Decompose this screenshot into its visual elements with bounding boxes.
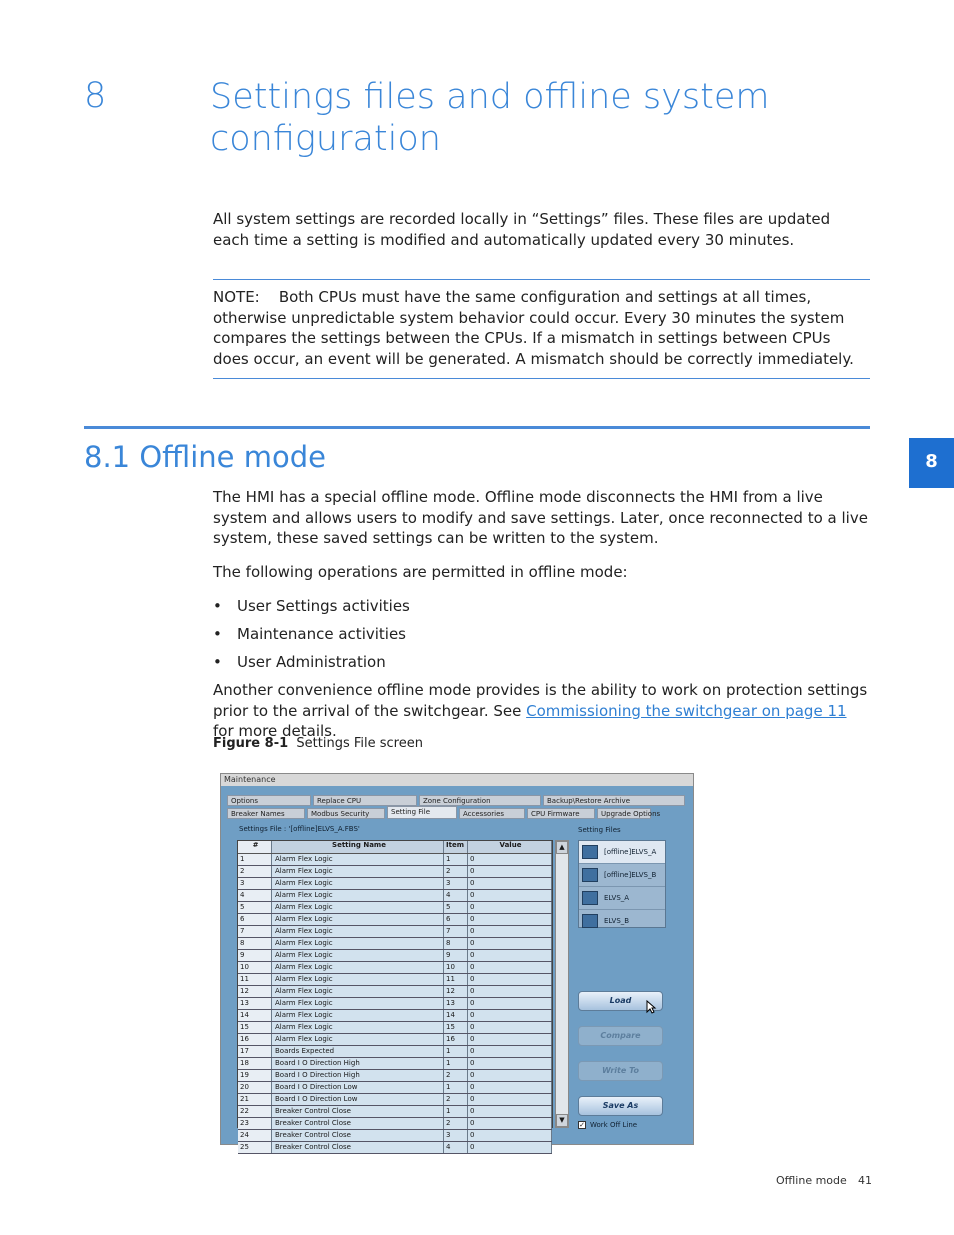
table-cell: 6 [238, 914, 272, 925]
grid-body [238, 854, 552, 1154]
table-cell: 1 [444, 854, 468, 865]
table-cell: 0 [468, 1046, 552, 1057]
table-cell: Alarm Flex Logic [272, 1010, 444, 1021]
tab-breaker-names[interactable]: Breaker Names [227, 808, 305, 819]
table-cell: 0 [468, 1034, 552, 1045]
grid-header [238, 841, 552, 854]
table-cell: 0 [468, 1082, 552, 1093]
file-item[interactable]: [offline]ELVS_A [579, 841, 665, 864]
table-row[interactable] [238, 1130, 552, 1142]
table-cell: 0 [468, 914, 552, 925]
table-cell: 4 [238, 890, 272, 901]
table-cell: Alarm Flex Logic [272, 902, 444, 913]
window-title: Maintenance [221, 774, 693, 786]
table-cell: Breaker Control Close [272, 1118, 444, 1129]
note-text: Both CPUs must have the same configuration and settings at all times, otherwise unpredictable system behavior could occur. Every 30 minutes the system compares the settings between the CPUs. If a mismatch in settings between CPUs does occur, an event will be generated. A mismatch should be correctly immediately. [213, 288, 854, 368]
commissioning-link[interactable]: Commissioning the switchgear on page 11 [526, 701, 847, 720]
table-cell: 3 [444, 1130, 468, 1141]
table-cell: 5 [444, 902, 468, 913]
table-cell: 14 [238, 1010, 272, 1021]
table-cell: 12 [238, 986, 272, 997]
tab-accessories[interactable]: Accessories [459, 808, 525, 819]
table-cell: 1 [444, 1082, 468, 1093]
table-cell: 24 [238, 1130, 272, 1141]
section-paragraph-3: Another convenience offline mode provides is the ability to work on protection settings prior to the arrival of the switchgear. See Commissioning the switchgear on page 11 for more details. [213, 681, 868, 740]
section-title: 8.1 Offline mode [84, 440, 326, 474]
table-cell: 0 [468, 854, 552, 865]
table-cell: 0 [468, 986, 552, 997]
footer-page-number: 41 [858, 1174, 872, 1187]
table-cell: 2 [444, 1118, 468, 1129]
table-cell: 21 [238, 1094, 272, 1105]
table-cell: Board I O Direction High [272, 1058, 444, 1069]
tab-replace-cpu[interactable]: Replace CPU [313, 795, 417, 806]
table-row[interactable] [238, 926, 552, 938]
table-cell: 0 [468, 962, 552, 973]
table-cell: 0 [468, 998, 552, 1009]
table-cell: Alarm Flex Logic [272, 962, 444, 973]
file-icon [582, 891, 598, 905]
table-row[interactable] [238, 1070, 552, 1082]
table-row[interactable] [238, 1094, 552, 1106]
table-cell: 23 [238, 1118, 272, 1129]
table-cell: 15 [444, 1022, 468, 1033]
table-cell: 20 [238, 1082, 272, 1093]
table-cell: 0 [468, 1094, 552, 1105]
table-cell: Alarm Flex Logic [272, 1034, 444, 1045]
table-row[interactable] [238, 1058, 552, 1070]
chapter-number: 8 [84, 76, 107, 116]
table-cell: 0 [468, 1058, 552, 1069]
note-block [213, 287, 870, 369]
table-cell: Alarm Flex Logic [272, 890, 444, 901]
table-cell: 1 [444, 1046, 468, 1057]
table-cell: 2 [444, 866, 468, 877]
save-as-button[interactable]: Save As [578, 1096, 663, 1116]
table-cell: 2 [238, 866, 272, 877]
figure-caption-text: Settings File screen [296, 736, 423, 751]
table-cell: 11 [238, 974, 272, 985]
column-header: Setting Name [272, 841, 444, 853]
table-cell: Alarm Flex Logic [272, 998, 444, 1009]
table-cell: Alarm Flex Logic [272, 866, 444, 877]
table-cell: Alarm Flex Logic [272, 974, 444, 985]
table-cell: 2 [444, 1070, 468, 1081]
table-cell: Board I O Direction Low [272, 1082, 444, 1093]
table-cell: 0 [468, 1022, 552, 1033]
table-row[interactable] [238, 854, 552, 866]
table-cell: 10 [444, 962, 468, 973]
table-row[interactable] [238, 1106, 552, 1118]
table-row[interactable] [238, 866, 552, 878]
table-cell: 16 [238, 1034, 272, 1045]
table-row[interactable] [238, 890, 552, 902]
bullet-item: • Maintenance activities [213, 625, 406, 643]
table-cell: 1 [444, 1058, 468, 1069]
table-cell: 13 [238, 998, 272, 1009]
tab-modbus-security[interactable]: Modbus Security [307, 808, 385, 819]
table-row[interactable] [238, 1034, 552, 1046]
scroll-down-icon[interactable]: ▼ [556, 1114, 568, 1127]
tab-row-2 [227, 808, 661, 819]
table-cell: 4 [444, 890, 468, 901]
table-cell: 25 [238, 1142, 272, 1153]
table-cell: 0 [468, 974, 552, 985]
footer-section: Offline mode [776, 1174, 847, 1187]
table-cell: 3 [238, 878, 272, 889]
work-offline-label: Work Off Line [590, 1121, 638, 1129]
table-row[interactable] [238, 938, 552, 950]
file-item[interactable]: [offline]ELVS_B [579, 864, 665, 887]
table-cell: Alarm Flex Logic [272, 950, 444, 961]
table-cell: 0 [468, 1130, 552, 1141]
table-cell: Alarm Flex Logic [272, 926, 444, 937]
settings-file-label: Settings File : '[offline]ELVS_A.FBS' [239, 825, 360, 833]
table-cell: Breaker Control Close [272, 1142, 444, 1153]
table-row[interactable] [238, 878, 552, 890]
table-cell: 13 [444, 998, 468, 1009]
section-rule [84, 426, 870, 429]
setting-files-list [578, 840, 666, 928]
load-button[interactable]: Load [578, 991, 663, 1011]
table-cell: 4 [444, 1142, 468, 1153]
table-row[interactable] [238, 902, 552, 914]
table-cell: 5 [238, 902, 272, 913]
table-cell: 0 [468, 1118, 552, 1129]
chapter-tab: 8 [909, 438, 954, 488]
table-cell: 1 [238, 854, 272, 865]
table-cell: Alarm Flex Logic [272, 1022, 444, 1033]
table-cell: Alarm Flex Logic [272, 986, 444, 997]
figure-caption [213, 736, 423, 751]
table-cell: 8 [444, 938, 468, 949]
table-cell: 6 [444, 914, 468, 925]
table-cell: 0 [468, 950, 552, 961]
table-cell: 11 [444, 974, 468, 985]
table-cell: 0 [468, 1010, 552, 1021]
table-cell: 0 [468, 926, 552, 937]
table-row[interactable] [238, 962, 552, 974]
mouse-cursor-icon [646, 1000, 656, 1014]
table-cell: 15 [238, 1022, 272, 1033]
table-cell: 3 [444, 878, 468, 889]
work-offline-checkbox[interactable]: ✓ [579, 1121, 585, 1129]
table-cell: Board I O Direction High [272, 1070, 444, 1081]
chapter-title: Settings files and offline system configuration [210, 77, 770, 159]
tab-setting-file[interactable]: Setting File [387, 806, 457, 819]
table-cell: 9 [444, 950, 468, 961]
table-row[interactable] [238, 986, 552, 998]
table-cell: 17 [238, 1046, 272, 1057]
tab-backup-restore-archive[interactable]: Backup\Restore Archive [543, 795, 685, 806]
table-cell: Alarm Flex Logic [272, 854, 444, 865]
table-cell: Breaker Control Close [272, 1106, 444, 1117]
scroll-up-icon[interactable]: ▲ [556, 841, 568, 854]
table-cell: 16 [444, 1034, 468, 1045]
grid-scrollbar[interactable] [555, 840, 569, 1128]
setting-files-label: Setting Files [578, 826, 621, 834]
write-to-button[interactable]: Write To [578, 1061, 663, 1081]
table-cell: 12 [444, 986, 468, 997]
table-cell: 7 [238, 926, 272, 937]
file-item[interactable]: ELVS_B [579, 910, 665, 932]
note-label: NOTE: [213, 288, 260, 306]
table-cell: 14 [444, 1010, 468, 1021]
figure-label: Figure 8-1 [213, 736, 289, 751]
table-cell: 9 [238, 950, 272, 961]
table-row[interactable] [238, 914, 552, 926]
file-icon [582, 914, 598, 928]
table-cell: 0 [468, 1070, 552, 1081]
bullet-item: • User Administration [213, 653, 386, 671]
file-icon [582, 845, 598, 859]
table-cell: Alarm Flex Logic [272, 914, 444, 925]
tab-cpu-firmware[interactable]: CPU Firmware [527, 808, 595, 819]
file-item[interactable]: ELVS_A [579, 887, 665, 910]
table-row[interactable] [238, 998, 552, 1010]
section-paragraph-1: The HMI has a special offline mode. Offline mode disconnects the HMI from a live system and allows users to modify and save settings. Later, once reconnected to a live system, these saved settings can be written to the system. [213, 488, 868, 547]
table-cell: 0 [468, 902, 552, 913]
table-cell: 0 [468, 878, 552, 889]
column-header: Value [468, 841, 552, 853]
table-row[interactable] [238, 950, 552, 962]
tab-row-1 [227, 795, 687, 806]
table-row[interactable] [238, 1118, 552, 1130]
column-header: # [238, 841, 272, 853]
table-cell: 2 [444, 1094, 468, 1105]
compare-button[interactable]: Compare [578, 1026, 663, 1046]
table-cell: Breaker Control Close [272, 1130, 444, 1141]
note-top-rule [213, 279, 870, 280]
table-row[interactable] [238, 1046, 552, 1058]
settings-grid[interactable] [237, 840, 553, 1151]
table-cell: 22 [238, 1106, 272, 1117]
tab-zone-configuration[interactable]: Zone Configuration [419, 795, 541, 806]
maintenance-window-screenshot [220, 773, 694, 1151]
table-cell: 7 [444, 926, 468, 937]
table-cell: 19 [238, 1070, 272, 1081]
bullet-item: • User Settings activities [213, 597, 410, 615]
note-bottom-rule [213, 378, 870, 379]
table-cell: 18 [238, 1058, 272, 1069]
file-icon [582, 868, 598, 882]
table-cell: 10 [238, 962, 272, 973]
table-row[interactable] [238, 1082, 552, 1094]
tab-upgrade-options[interactable]: Upgrade Options [597, 808, 651, 819]
table-cell: 0 [468, 938, 552, 949]
table-cell: Boards Expected [272, 1046, 444, 1057]
table-cell: 0 [468, 890, 552, 901]
tab-options[interactable]: Options [227, 795, 311, 806]
section-paragraph-2: The following operations are permitted in offline mode: [213, 563, 628, 581]
table-cell: 0 [468, 1142, 552, 1153]
intro-paragraph: All system settings are recorded locally in “Settings” files. These files are updated each time a setting is modified and automatically updated every 30 minutes. [213, 210, 831, 249]
table-row[interactable] [238, 1010, 552, 1022]
table-row[interactable] [238, 1142, 552, 1154]
column-header: Item [444, 841, 468, 853]
table-cell: 0 [468, 866, 552, 877]
table-cell: Alarm Flex Logic [272, 878, 444, 889]
table-row[interactable] [238, 1022, 552, 1034]
table-cell: 8 [238, 938, 272, 949]
table-cell: Alarm Flex Logic [272, 938, 444, 949]
table-row[interactable] [238, 974, 552, 986]
table-cell: 0 [468, 1106, 552, 1117]
table-cell: 1 [444, 1106, 468, 1117]
table-cell: Board I O Direction Low [272, 1094, 444, 1105]
